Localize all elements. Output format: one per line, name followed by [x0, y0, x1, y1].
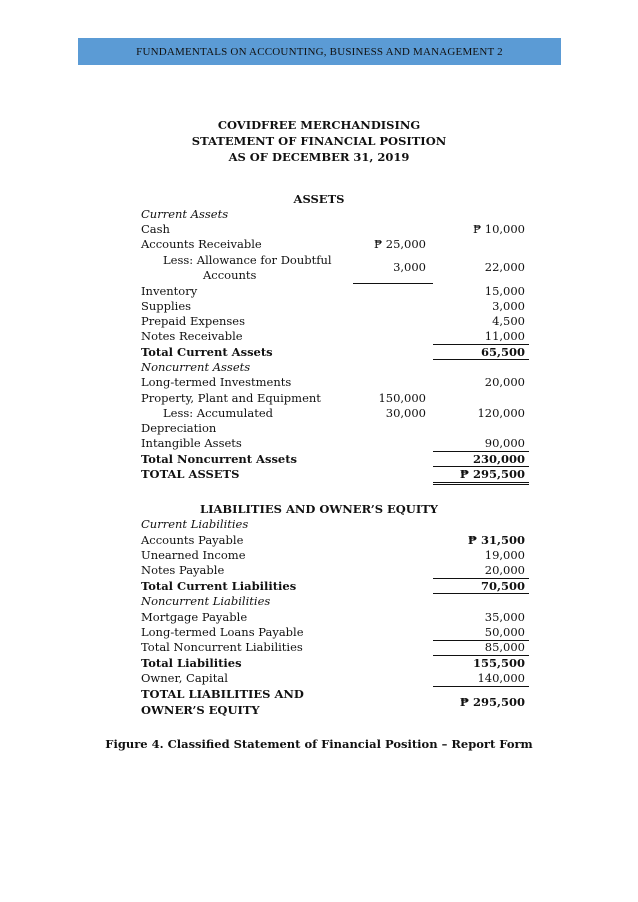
total-assets-double-underline-1 [433, 482, 529, 483]
header-text: FUNDAMENTALS ON ACCOUNTING, BUSINESS AND MANAGEMENT 2 [136, 45, 503, 58]
notes-payable-amount: 20,000 [484, 563, 525, 577]
supplies-label: Supplies [141, 299, 192, 313]
capital-row [0, 671, 638, 686]
capital-label: Owner, Capital [141, 671, 228, 685]
intangible-label: Intangible Assets [141, 436, 242, 450]
total-assets-label: TOTAL ASSETS [141, 467, 240, 481]
noncurrent-liabilities-heading-row [0, 594, 638, 609]
total-liabilities-amount: 155,500 [472, 656, 525, 670]
depreciation-row [0, 421, 638, 436]
lt-loans-row [0, 625, 638, 640]
total-current-liabilities-label: Total Current Liabilities [141, 579, 297, 593]
cash-label: Cash [141, 222, 170, 236]
lt-investments-amount: 20,000 [484, 375, 525, 389]
noncurrent-assets-heading-row [0, 360, 638, 375]
lt-investments-row [0, 375, 638, 390]
inventory-row [0, 284, 638, 299]
total-liabilities-label: Total Liabilities [141, 656, 242, 670]
ar-row [0, 237, 638, 252]
prepaid-amount: 4,500 [492, 314, 525, 328]
supplies-row [0, 299, 638, 314]
unearned-row [0, 548, 638, 563]
ppe-amount: 150,000 [378, 391, 426, 405]
ap-label: Accounts Payable [141, 533, 244, 547]
total-le-row-2 [0, 703, 638, 718]
ap-amount: ₱ 31,500 [467, 533, 525, 547]
total-noncurrent-liabilities-row [0, 640, 638, 655]
liabilities-heading: LIABILITIES AND OWNER’S EQUITY [199, 502, 438, 516]
accum-dep-amount: 30,000 [385, 406, 426, 420]
total-assets-amount: ₱ 295,500 [459, 467, 525, 481]
prepaid-row [0, 314, 638, 329]
cash-amount: ₱ 10,000 [472, 222, 525, 236]
ar-amount: ₱ 25,000 [373, 237, 426, 251]
total-liabilities-row [0, 656, 638, 671]
total-current-assets-amount: 65,500 [480, 345, 525, 359]
notes-receivable-amount: 11,000 [484, 329, 525, 343]
total-le-label-2: OWNER’S EQUITY [141, 703, 260, 717]
notes-receivable-row [0, 329, 638, 344]
cash-row [0, 222, 638, 237]
document-header [78, 38, 561, 65]
figure-caption: Figure 4. Classified Statement of Financial Position – Report Form [105, 737, 533, 751]
total-current-liabilities-row [0, 579, 638, 594]
noncurrent-assets-heading: Noncurrent Assets [141, 360, 251, 374]
current-liabilities-heading-row [0, 517, 638, 532]
ppe-label: Property, Plant and Equipment [141, 391, 321, 405]
total-current-liabilities-amount: 70,500 [480, 579, 525, 593]
lt-investments-label: Long-termed Investments [141, 375, 292, 389]
total-le-label: TOTAL LIABILITIES AND [141, 687, 304, 701]
allowance-label: Less: Allowance for Doubtful [163, 253, 332, 267]
inventory-amount: 15,000 [484, 284, 525, 298]
accum-dep-row [0, 406, 638, 421]
unearned-amount: 19,000 [484, 548, 525, 562]
total-noncurrent-assets-amount: 230,000 [472, 452, 525, 466]
notes-receivable-label: Notes Receivable [141, 329, 243, 343]
allowance-row-2 [0, 268, 638, 283]
depreciation-label: Depreciation [141, 421, 217, 435]
capital-amount: 140,000 [477, 671, 525, 685]
unearned-label: Unearned Income [141, 548, 246, 562]
total-noncurrent-assets-row [0, 452, 638, 467]
allowance-amount: 3,000 [393, 260, 426, 274]
supplies-amount: 3,000 [492, 299, 525, 313]
total-current-assets-row [0, 345, 638, 360]
total-assets-row [0, 467, 638, 482]
intangible-row [0, 436, 638, 451]
notes-payable-row [0, 563, 638, 578]
mortgage-row [0, 610, 638, 625]
total-assets-double-underline-2 [433, 484, 529, 485]
total-le-amount: ₱ 295,500 [459, 695, 525, 709]
company-name: COVIDFREE MERCHANDISING [217, 118, 421, 132]
assets-heading: ASSETS [293, 192, 345, 206]
statement-date: AS OF DECEMBER 31, 2019 [228, 150, 410, 164]
ppe-row [0, 391, 638, 406]
lt-loans-label: Long-termed Loans Payable [141, 625, 304, 639]
mortgage-amount: 35,000 [484, 610, 525, 624]
total-current-assets-label: Total Current Assets [141, 345, 273, 359]
current-assets-heading: Current Assets [141, 207, 229, 221]
total-noncurrent-liabilities-label: Total Noncurrent Liabilities [141, 640, 303, 654]
inventory-label: Inventory [141, 284, 198, 298]
accum-dep-label: Less: Accumulated [163, 406, 274, 420]
current-liabilities-heading: Current Liabilities [141, 517, 249, 531]
ppe-net-amount: 120,000 [477, 406, 525, 420]
statement-title: STATEMENT OF FINANCIAL POSITION [191, 134, 447, 148]
total-noncurrent-assets-label: Total Noncurrent Assets [141, 452, 298, 466]
ar-label: Accounts Receivable [141, 237, 262, 251]
prepaid-label: Prepaid Expenses [141, 314, 246, 328]
total-noncurrent-liabilities-amount: 85,000 [484, 640, 525, 654]
ap-row [0, 533, 638, 548]
intangible-amount: 90,000 [484, 436, 525, 450]
noncurrent-liabilities-heading: Noncurrent Liabilities [141, 594, 271, 608]
notes-payable-label: Notes Payable [141, 563, 225, 577]
current-assets-heading-row [0, 207, 638, 222]
ar-net-amount: 22,000 [484, 260, 525, 274]
lt-loans-amount: 50,000 [484, 625, 525, 639]
mortgage-label: Mortgage Payable [141, 610, 248, 624]
allowance-label-2: Accounts [203, 268, 257, 282]
